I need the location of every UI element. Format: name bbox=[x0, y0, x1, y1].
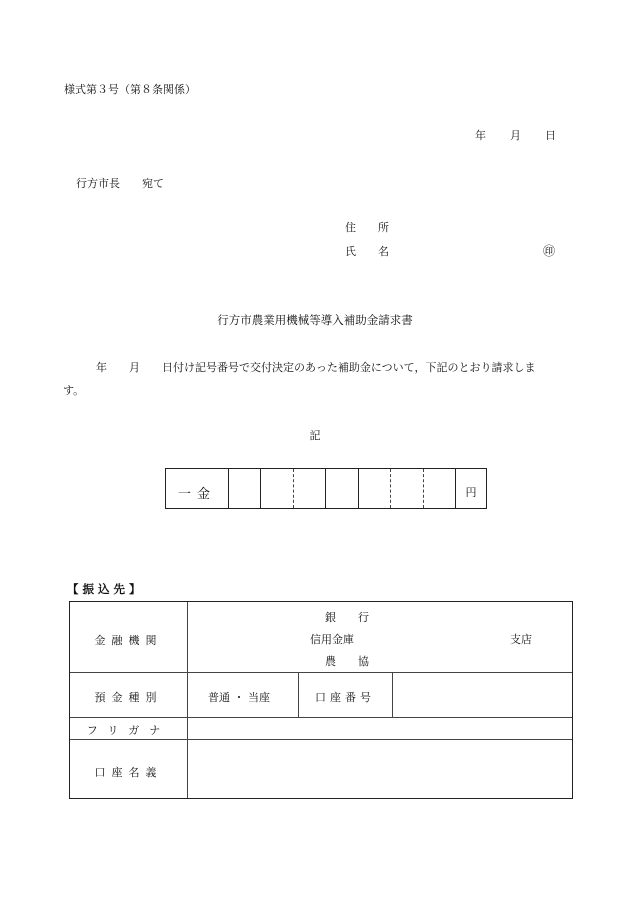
account-holder-input[interactable] bbox=[188, 740, 573, 799]
ki-heading: 記 bbox=[309, 429, 321, 442]
amount-digit-cell[interactable] bbox=[358, 469, 359, 508]
name-label: 氏 名 bbox=[345, 245, 389, 258]
amount-digit-cell[interactable] bbox=[228, 469, 229, 508]
amount-digit-cell[interactable] bbox=[390, 469, 391, 508]
date-year-label: 年 bbox=[475, 129, 486, 142]
amount-box bbox=[165, 468, 487, 509]
institution-label: 金融機関 bbox=[94, 634, 163, 647]
addressee: 行方市長 宛て bbox=[76, 177, 164, 190]
date-month-label: 月 bbox=[510, 129, 521, 142]
furigana-label: フリガナ bbox=[86, 724, 171, 737]
form-number: 様式第３号（第８条関係） bbox=[64, 83, 196, 96]
institution-input[interactable] bbox=[188, 602, 573, 672]
branch-label: 支店 bbox=[510, 633, 532, 646]
amount-digit-cell[interactable] bbox=[423, 469, 424, 508]
amount-label: 一金 bbox=[177, 487, 216, 502]
seal-mark: ㊞ bbox=[543, 244, 556, 258]
amount-digit-cell[interactable] bbox=[260, 469, 261, 508]
amount-unit: 円 bbox=[465, 486, 477, 499]
furigana-input[interactable] bbox=[188, 718, 573, 739]
body-text-line2: す。 bbox=[63, 384, 85, 397]
body-text-line1: 年 月 日付け記号番号で交付決定のあった補助金について，下記のとおり請求しま bbox=[96, 361, 536, 374]
table-divider bbox=[298, 672, 299, 717]
account-number-input[interactable] bbox=[393, 673, 573, 717]
amount-digit-cell[interactable] bbox=[293, 469, 294, 508]
deposit-type-value[interactable]: 普通 ・ 当座 bbox=[208, 691, 270, 704]
bank-table bbox=[69, 601, 573, 799]
agri-coop-option: 農 協 bbox=[325, 655, 369, 668]
document-title: 行方市農業用機械等導入補助金請求書 bbox=[217, 313, 413, 327]
account-holder-label: 口座名義 bbox=[94, 766, 163, 779]
deposit-type-label: 預金種別 bbox=[94, 691, 163, 704]
account-number-label: 口座番号 bbox=[315, 691, 375, 704]
date-day-label: 日 bbox=[545, 129, 556, 142]
transfer-title: 【 振 込 先 】 bbox=[67, 582, 141, 596]
bank-option: 銀 行 bbox=[325, 611, 369, 624]
credit-union-option: 信用金庫 bbox=[310, 633, 354, 646]
amount-digit-cell[interactable] bbox=[325, 469, 326, 508]
address-label: 住 所 bbox=[345, 221, 389, 234]
